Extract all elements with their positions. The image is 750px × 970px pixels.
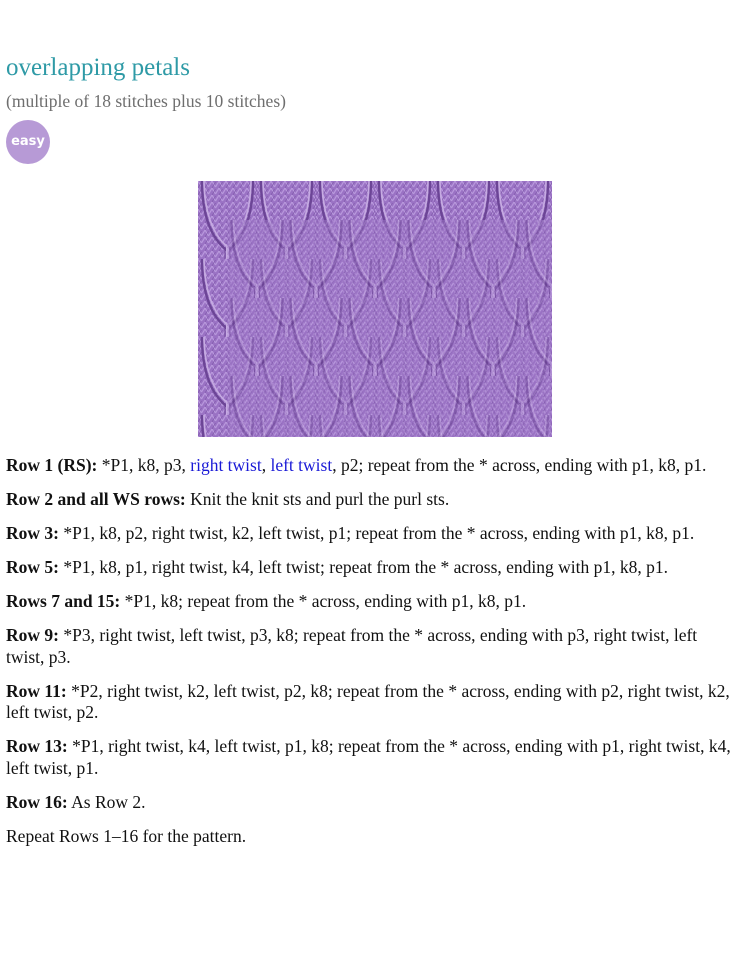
row-11 xyxy=(6,681,736,724)
difficulty-badge: easy xyxy=(6,120,50,164)
row-5-label: Row 5: xyxy=(6,557,59,577)
row-5 xyxy=(6,557,736,579)
row-9-label: Row 9: xyxy=(6,625,59,645)
row-1-text-start: *P1, k8, p3, xyxy=(97,455,191,475)
row-9 xyxy=(6,625,736,668)
pattern-subtitle: (multiple of 18 stitches plus 10 stitches) xyxy=(6,91,286,111)
row-13 xyxy=(6,736,736,779)
row-3 xyxy=(6,523,736,545)
right-twist-link[interactable]: right twist xyxy=(190,455,262,475)
pattern-instructions xyxy=(6,455,736,860)
knit-swatch-photo xyxy=(198,181,552,437)
rows-7-and-15-text: *P1, k8; repeat from the * across, ending with p1, k8, p1. xyxy=(120,591,527,611)
row-9-text: *P3, right twist, left twist, p3, k8; repeat from the * across, ending with p3, right twist, left twist, p3. xyxy=(6,625,698,667)
row-16-text: As Row 2. xyxy=(67,791,146,812)
row-1-text-end: , p2; repeat from the * across, ending with p1, k8, p1. xyxy=(332,455,707,475)
repeat-instruction: Repeat Rows 1–16 for the pattern. xyxy=(6,825,247,846)
pattern-title: overlapping petals xyxy=(6,54,190,81)
row-1-label: Row 1 (RS): xyxy=(6,455,98,475)
row-2 xyxy=(6,489,736,511)
row-13-text: *P1, right twist, k4, left twist, p1, k8; repeat from the * across, ending with p1, right twist, k4, left twist, p1. xyxy=(6,736,731,778)
row-11-text: *P2, right twist, k2, left twist, p2, k8; repeat from the * across, ending with p2, right twist, k2, left twist, p2. xyxy=(6,680,730,722)
row-13-label: Row 13: xyxy=(6,736,68,756)
row-11-label: Row 11: xyxy=(6,680,67,701)
row-2-text: Knit the knit sts and purl the purl sts. xyxy=(185,489,450,509)
rows-7-and-15 xyxy=(6,591,736,613)
row-2-label: Row 2 and all WS rows: xyxy=(6,489,186,509)
left-twist-link[interactable]: left twist xyxy=(270,455,333,475)
row-5-text: *P1, k8, p1, right twist, k4, left twist; repeat from the * across, ending with p1, k8, p1. xyxy=(58,557,669,577)
row-3-text: *P1, k8, p2, right twist, k2, left twist, p1; repeat from the * across, ending with p1, k8, p1. xyxy=(58,523,695,543)
row-1-separator: , xyxy=(261,455,271,475)
row-16 xyxy=(6,792,736,814)
row-1 xyxy=(6,455,736,477)
row-16-label: Row 16: xyxy=(6,791,68,812)
rows-7-and-15-label: Rows 7 and 15: xyxy=(6,591,121,611)
row-3-label: Row 3: xyxy=(6,523,59,543)
